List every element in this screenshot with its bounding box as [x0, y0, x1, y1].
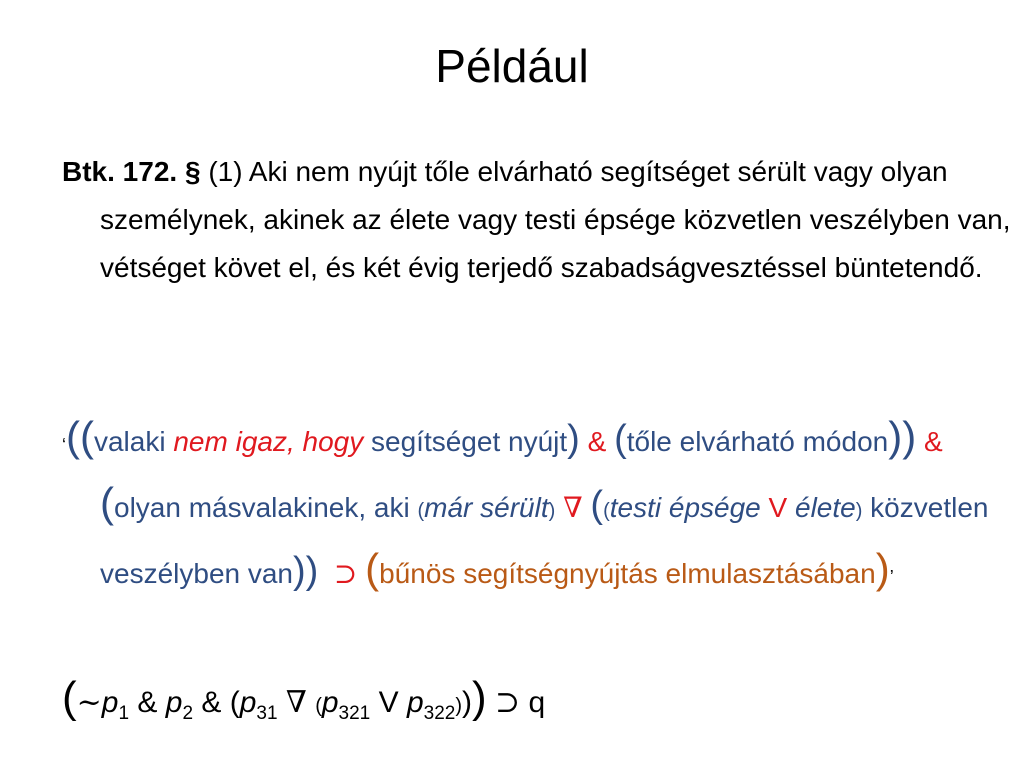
logic-formula: ($\sim p_1$ & $p_2$ & ($p_{31}$ ∇ ($p_{321}$ V $p_{322}$))) ⊃ q [62, 673, 546, 724]
formula-p: p [239, 686, 257, 719]
phrase-valaki: valaki [93, 426, 174, 457]
formula-q: q [528, 686, 546, 719]
statute-reference: Btk. 172. § [62, 156, 201, 187]
statute-text: (1) Aki nem nyújt tőle elvárható segítséget sérült vagy olyan személynek, akinek az élete vagy testi épsége közvetlen veszélyben van, vétséget követ el, és két évig terjedő szabadságvesztéssel büntetendő. [100, 156, 1011, 283]
formula-implies: ⊃ [495, 685, 521, 720]
subscript-2: 2 [182, 703, 194, 724]
paren-close-5: )) [293, 550, 319, 592]
paren-open-7: ( [365, 545, 380, 592]
or-symbol: V [768, 492, 788, 523]
quote-open: ‘ [62, 435, 66, 455]
paren-close-6: ) [855, 500, 863, 522]
phrase-kozvetlen: közvetlen veszélyben van [100, 492, 989, 589]
formal-paraphrase [62, 408, 1015, 606]
formula-p: p [321, 686, 339, 719]
paren-open-5: ( [590, 484, 604, 526]
and-symbol-2: & [924, 426, 943, 457]
formula-nabla: ∇ [285, 685, 307, 720]
paren-close-4: ) [548, 500, 556, 522]
paren-open-6: ( [603, 500, 610, 522]
phrase-elete: élete [795, 492, 856, 523]
formula-p: p [406, 686, 424, 719]
paren-open-3: ( [100, 479, 114, 526]
subscript-321: 321 [338, 703, 371, 724]
subscript-31: 31 [256, 703, 278, 724]
quote-close: ’ [889, 567, 894, 587]
formula-p: p [101, 686, 119, 719]
paren-close-1: ) [567, 418, 580, 460]
phrase-segitseget: segítséget nyújt [363, 426, 568, 457]
phrase-testi: testi épsége [609, 492, 761, 523]
implies-symbol: ⊃ [333, 557, 358, 590]
paren-open-outer: (( [66, 413, 94, 460]
formula-or: V [378, 686, 399, 719]
nabla-symbol: ∇ [563, 491, 583, 524]
formula-small-paren-close: ) [455, 695, 463, 717]
phrase-bunos: bűnös segítségnyújtás elmulasztásában [379, 558, 876, 589]
paren-close-2: )) [888, 413, 917, 460]
paren-close-7: ) [875, 545, 890, 592]
paren-open-4: ( [417, 500, 425, 522]
phrase-tole: tőle elvárható módon [626, 426, 889, 457]
statute-paragraph [62, 148, 1015, 292]
subscript-322: 322 [423, 703, 456, 724]
subscript-1: 1 [118, 703, 130, 724]
slide-title: Például [435, 40, 589, 92]
formula-small-paren-open: ( [315, 695, 322, 717]
formula-and-2: & [201, 686, 222, 719]
paren-open-2: ( [614, 418, 627, 460]
formula-and-1: & [137, 686, 158, 719]
phrase-olyan: olyan másvalakinek, aki [114, 492, 418, 523]
formula-paren-close: ) [472, 673, 487, 722]
negation-symbol: ~ [76, 685, 102, 720]
phrase-mar-serult: már sérült [424, 492, 549, 523]
formula-paren-open: ( [62, 673, 77, 722]
and-symbol-1: & [587, 426, 607, 457]
phrase-nem-igaz: nem igaz, hogy [173, 426, 364, 457]
formula-p: p [165, 686, 183, 719]
